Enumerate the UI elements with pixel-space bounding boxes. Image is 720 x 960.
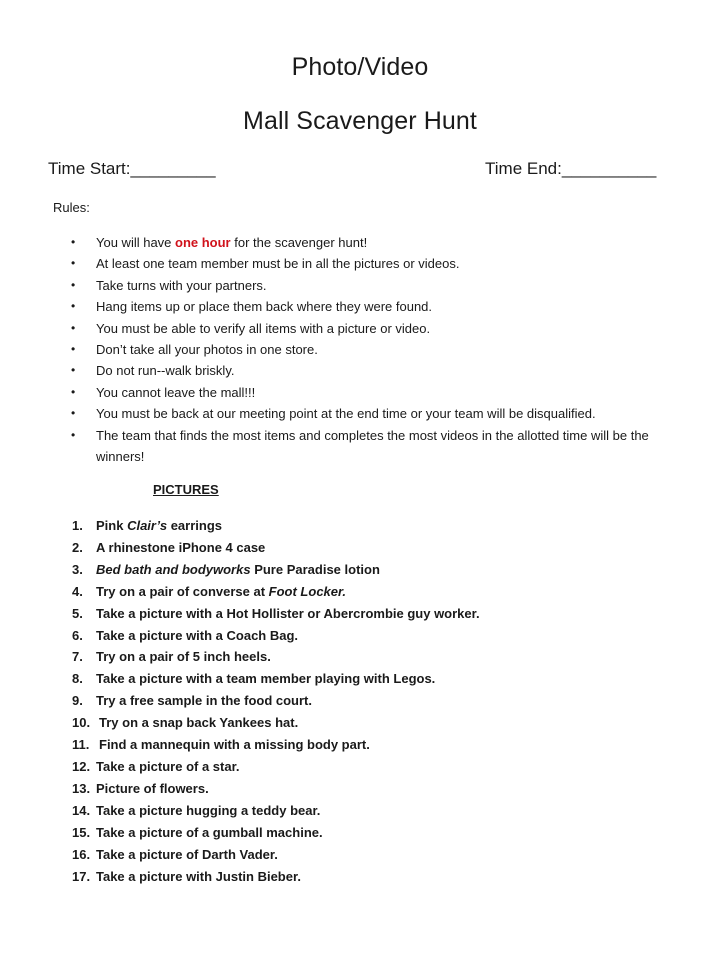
pictures-list (0, 515, 720, 887)
bullet-icon: • (71, 406, 76, 421)
picture-item-text: Picture of flowers. (96, 780, 209, 796)
rules-label: Rules: (53, 200, 90, 215)
picture-item-number: 16. (72, 846, 91, 862)
bullet-icon: • (71, 384, 76, 399)
picture-item (0, 800, 720, 822)
picture-item (0, 515, 720, 537)
bullet-icon: • (71, 256, 76, 271)
picture-item (0, 559, 720, 581)
rule-text: Take turns with your partners. (96, 277, 267, 293)
pictures-heading: PICTURES (153, 482, 219, 497)
picture-item-text: Take a picture with a team member playing with Legos. (96, 671, 436, 687)
rule-text: You must be able to verify all items with a picture or video. (96, 320, 431, 336)
picture-item-text: Foot Locker. (268, 583, 346, 599)
rules-list (0, 232, 720, 467)
rule-item (0, 403, 720, 424)
picture-item-number: 14. (72, 802, 91, 818)
picture-item (0, 712, 720, 734)
bullet-icon: • (71, 363, 76, 378)
picture-item (0, 756, 720, 778)
picture-item (0, 625, 720, 647)
picture-item-text: Pure Paradise lotion (250, 561, 380, 577)
picture-item-text: Find a mannequin with a missing body part. (99, 737, 370, 753)
rule-item (0, 339, 720, 360)
rule-text: You will have (96, 235, 176, 250)
time-start-field: Time Start:_________ (48, 159, 216, 178)
rule-text: for the scavenger hunt! (230, 235, 368, 250)
picture-item-text: Take a picture with a Hot Hollister or Abercrombie guy worker. (96, 605, 480, 621)
picture-item-text: Take a picture with Justin Bieber. (96, 868, 301, 884)
picture-item-text: Take a picture of a gumball machine. (96, 824, 323, 840)
picture-item-number: 9. (72, 693, 83, 709)
rule-text: Do not run--walk briskly. (96, 363, 235, 379)
rule-item (0, 296, 720, 317)
picture-item-text: Take a picture of a star. (96, 758, 240, 774)
picture-item (0, 646, 720, 668)
rule-item (0, 425, 720, 468)
picture-item-text: Pink (96, 518, 128, 533)
picture-item-number: 13. (72, 780, 91, 796)
picture-item-number: 8. (72, 671, 83, 687)
picture-item-number: 12. (72, 758, 91, 774)
picture-item-number: 10. (72, 715, 91, 731)
picture-item (0, 844, 720, 866)
rule-item (0, 360, 720, 381)
rule-text: Hang items up or place them back where they were found. (96, 299, 433, 315)
picture-item-number: 17. (72, 868, 91, 884)
picture-item (0, 690, 720, 712)
rule-text: The team that finds the most items and completes the most videos in the allotted time will be the winners! (96, 427, 649, 465)
bullet-icon: • (71, 427, 76, 442)
time-end-field: Time End:__________ (485, 159, 657, 178)
bullet-icon: • (71, 277, 76, 292)
picture-item-number: 6. (72, 627, 83, 643)
rule-text: Don’t take all your photos in one store. (96, 342, 318, 358)
picture-item-text: earrings (167, 518, 222, 533)
picture-item (0, 668, 720, 690)
picture-item-text: Clair’s (127, 518, 168, 533)
picture-item-number: 3. (72, 561, 83, 577)
bullet-icon: • (71, 342, 76, 357)
picture-item-number: 5. (72, 605, 83, 621)
rule-text: At least one team member must be in all the pictures or videos. (96, 256, 460, 272)
picture-item-text: Take a picture hugging a teddy bear. (96, 802, 321, 818)
rule-text: You cannot leave the mall!!! (96, 384, 256, 400)
picture-item-number: 11. (72, 737, 90, 753)
picture-item-number: 2. (72, 539, 83, 555)
picture-item (0, 537, 720, 559)
picture-item-text: Try on a pair of converse at (96, 583, 269, 599)
picture-item (0, 581, 720, 603)
picture-item (0, 822, 720, 844)
picture-item-text: A rhinestone iPhone 4 case (96, 539, 266, 555)
picture-item-number: 4. (72, 583, 83, 599)
picture-item (0, 778, 720, 800)
picture-item-text: Take a picture of Darth Vader. (96, 846, 278, 862)
picture-item-number: 1. (72, 518, 83, 533)
picture-item-text: Bed bath and bodyworks (96, 561, 251, 577)
rule-item (0, 318, 720, 339)
rule-item (0, 382, 720, 403)
rule-item (0, 275, 720, 296)
rule-item (0, 253, 720, 274)
picture-item-number: 7. (72, 649, 83, 665)
picture-item-text: Try on a pair of 5 inch heels. (96, 649, 271, 665)
picture-item-text: Try on a snap back Yankees hat. (99, 715, 299, 731)
document-title-line2: Mall Scavenger Hunt (243, 107, 477, 135)
rule-highlight: one hour (175, 235, 231, 250)
document-title-line1: Photo/Video (291, 53, 429, 81)
picture-item (0, 866, 720, 888)
bullet-icon: • (71, 320, 76, 335)
picture-item-text: Take a picture with a Coach Bag. (96, 627, 299, 643)
rule-item (0, 232, 720, 253)
bullet-icon: • (71, 235, 76, 249)
picture-item-number: 15. (72, 824, 91, 840)
rule-text: You must be back at our meeting point at the end time or your team will be disqualified. (96, 406, 596, 422)
picture-item (0, 734, 720, 756)
picture-item (0, 603, 720, 625)
bullet-icon: • (71, 299, 76, 314)
picture-item-text: Try a free sample in the food court. (96, 693, 312, 709)
